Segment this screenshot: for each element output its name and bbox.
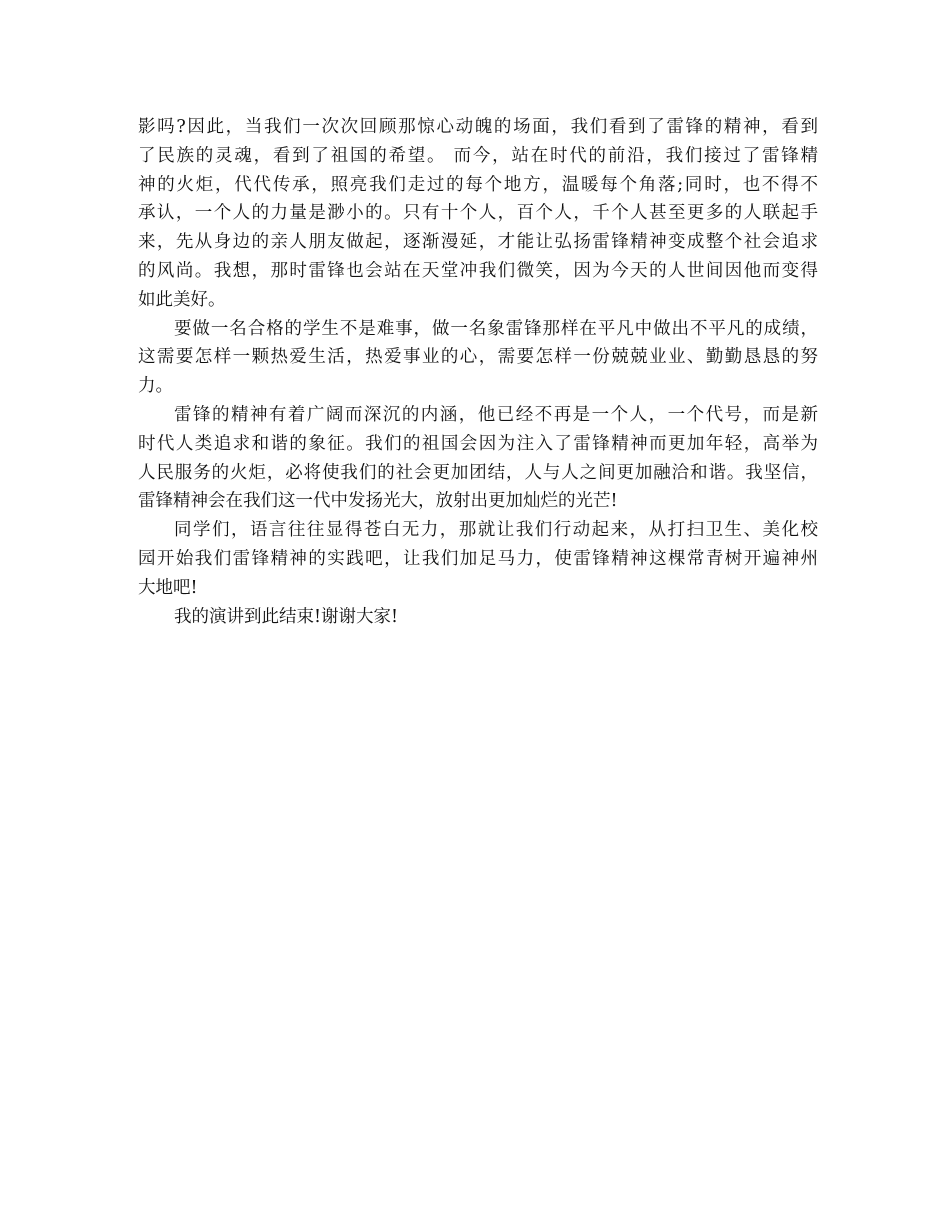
text-line: 如此美好。 (138, 289, 226, 310)
text-line: 雷锋精神会在我们这一代中发扬光大，放射出更加灿烂的光芒! (138, 491, 618, 512)
text-line: 影吗?因此，当我们一次次回顾那惊心动魄的场面，我们看到了雷锋的精神，看到 (138, 117, 818, 137)
paragraph-4 (138, 516, 818, 602)
text-line: 雷锋的精神有着广阔而深沉的内涵，他已经不再是一个人，一个代号，而是新 (174, 404, 818, 425)
text-line: 力。 (138, 376, 173, 397)
text-line: 了民族的灵魂，看到了祖国的希望。 而今，站在时代的前沿，我们接过了雷锋精 (138, 145, 818, 166)
text-line: 来，先从身边的亲人朋友做起，逐渐漫延，才能让弘扬雷锋精神变成整个社会追求 (138, 232, 818, 253)
text-line: 承认，一个人的力量是渺小的。只有十个人，百个人，千个人甚至更多的人联起手 (138, 203, 818, 224)
paragraph-1 (138, 113, 818, 315)
text-line: 这需要怎样一颗热爱生活，热爱事业的心，需要怎样一份兢兢业业、勤勤恳恳的努 (138, 347, 818, 368)
text-line: 同学们，语言往往显得苍白无力，那就让我们行动起来，从打扫卫生、美化校 (174, 520, 818, 541)
text-line: 园开始我们雷锋精神的实践吧，让我们加足马力，使雷锋精神这棵常青树开遍神州 (138, 548, 818, 569)
text-line: 神的火炬，代代传承，照亮我们走过的每个地方，温暖每个角落;同时，也不得不 (138, 174, 818, 195)
text-line: 要做一名合格的学生不是难事，做一名象雷锋那样在平凡中做出不平凡的成绩， (174, 318, 818, 339)
paragraph-5 (138, 603, 818, 632)
text-line: 我的演讲到此结束!谢谢大家! (174, 606, 399, 627)
text-line: 的风尚。我想，那时雷锋也会站在天堂冲我们微笑，因为今天的人世间因他而变得 (138, 260, 818, 281)
text-line: 人民服务的火炬，必将使我们的社会更加团结，人与人之间更加融洽和谐。我坚信， (138, 462, 818, 483)
paragraph-2 (138, 315, 818, 401)
paragraph-3 (138, 401, 818, 516)
speech-body (138, 113, 818, 631)
text-line: 大地吧! (138, 577, 198, 598)
text-line: 时代人类追求和谐的象征。我们的祖国会因为注入了雷锋精神而更加年轻，高举为 (138, 433, 818, 454)
